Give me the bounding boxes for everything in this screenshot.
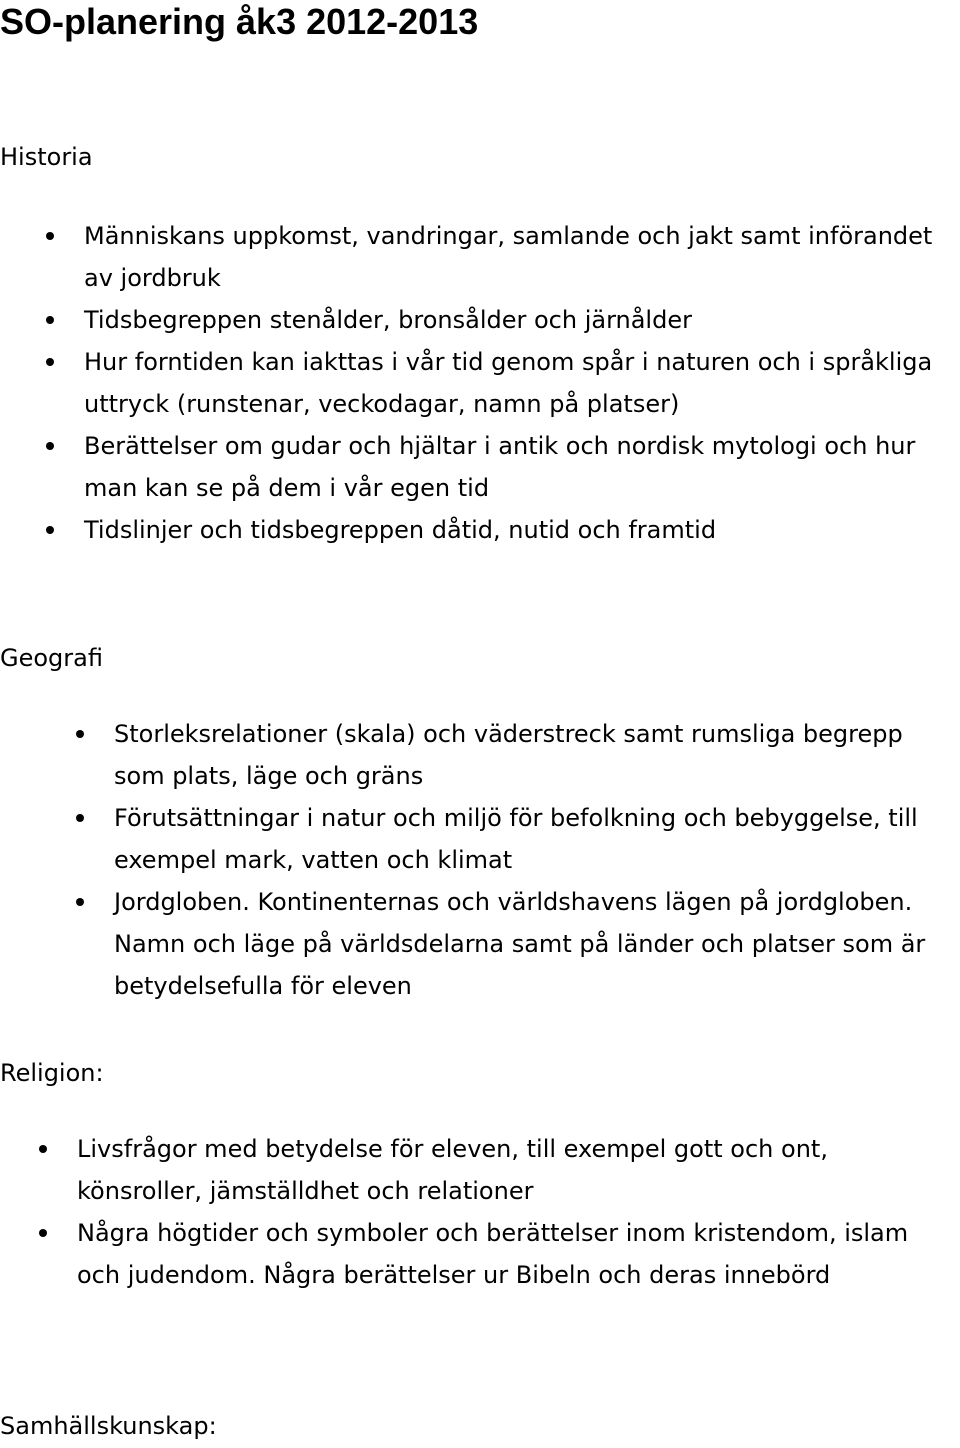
section-heading-religion: Religion: xyxy=(0,1059,104,1087)
list-item xyxy=(0,797,960,881)
geografi-topic-list xyxy=(0,713,960,1007)
list-item xyxy=(0,341,954,425)
bullet-icon xyxy=(76,898,84,906)
section-geografi xyxy=(0,643,960,1007)
list-item-text: Jordgloben. Kontinenternas och världshavens lägen på jordgloben. Namn och läge på världsdelarna samt på länder och platser som är betydelsefulla för eleven xyxy=(114,888,926,1000)
bullet-icon xyxy=(39,1145,47,1153)
list-item xyxy=(0,1212,937,1296)
section-historia xyxy=(0,142,960,551)
bullet-icon xyxy=(46,358,54,366)
bullet-icon xyxy=(46,442,54,450)
list-item xyxy=(0,425,954,509)
section-heading-geografi: Geografi xyxy=(0,644,103,672)
list-item xyxy=(0,713,960,797)
list-item xyxy=(0,1128,937,1212)
section-heading-samhallskunskap: Samhällskunskap: xyxy=(0,1412,217,1440)
list-item-text: Hur forntiden kan iakttas i vår tid genom spår i naturen och i språkliga uttryck (runstenar, veckodagar, namn på platser) xyxy=(84,348,933,418)
bullet-icon xyxy=(46,526,54,534)
list-item-text: Människans uppkomst, vandringar, samlande och jakt samt införandet av jordbruk xyxy=(84,222,933,292)
religion-topic-list xyxy=(0,1128,960,1296)
bullet-icon xyxy=(76,814,84,822)
list-item-text: Storleksrelationer (skala) och väderstreck samt rumsliga begrepp som plats, läge och gräns xyxy=(114,720,903,790)
list-item xyxy=(0,881,960,1007)
historia-topic-list xyxy=(0,215,960,551)
document-title: SO-planering åk3 2012-2013 xyxy=(0,1,479,42)
list-item-text: Förutsättningar i natur och miljö för befolkning och bebyggelse, till exempel mark, vatten och klimat xyxy=(114,804,918,874)
section-samhallskunskap xyxy=(0,1411,960,1441)
list-item xyxy=(0,215,954,299)
bullet-icon xyxy=(76,730,84,738)
bullet-icon xyxy=(46,316,54,324)
list-item xyxy=(0,299,954,341)
list-item-text: Tidslinjer och tidsbegreppen dåtid, nutid och framtid xyxy=(84,516,717,544)
list-item-text: Berättelser om gudar och hjältar i antik och nordisk mytologi och hur man kan se på dem i vår egen tid xyxy=(84,432,916,502)
section-heading-historia: Historia xyxy=(0,143,93,171)
list-item-text: Tidsbegreppen stenålder, bronsålder och järnålder xyxy=(84,306,692,334)
bullet-icon xyxy=(39,1229,47,1237)
list-item-text: Livsfrågor med betydelse för eleven, till exempel gott och ont, könsroller, jämställdhet och relationer xyxy=(77,1135,828,1205)
list-item xyxy=(0,509,954,551)
list-item-text: Några högtider och symboler och berättelser inom kristendom, islam och judendom. Några berättelser ur Bibeln och deras innebörd xyxy=(77,1219,909,1289)
bullet-icon xyxy=(46,232,54,240)
section-religion xyxy=(0,1058,960,1296)
